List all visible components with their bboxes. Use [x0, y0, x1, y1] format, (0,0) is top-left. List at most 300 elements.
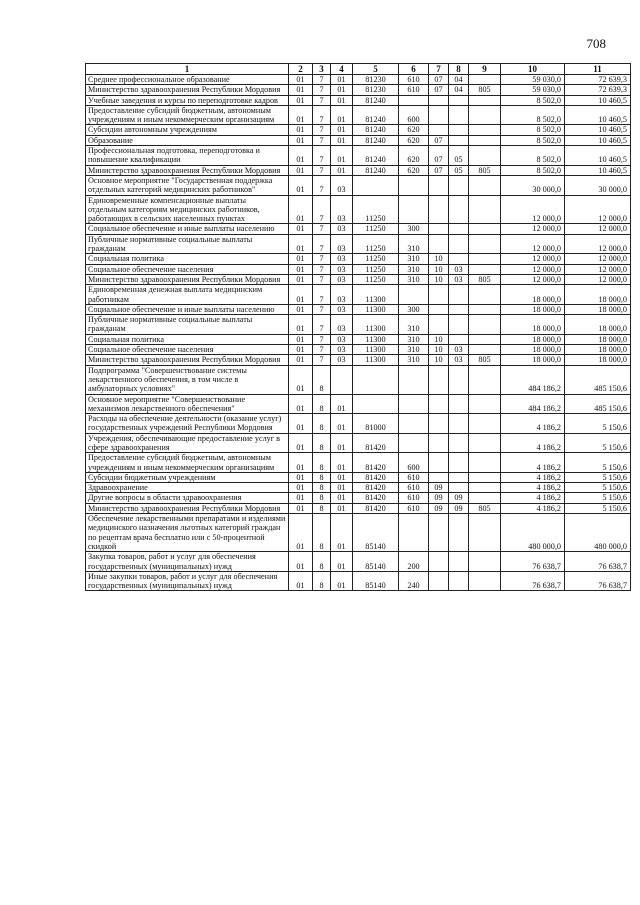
code-cell: 7: [313, 224, 331, 234]
code-cell: 805: [469, 165, 501, 175]
code-cell: [449, 304, 469, 314]
code-cell: 310: [399, 334, 429, 344]
code-cell: 07: [429, 75, 449, 85]
column-header: 11: [565, 64, 631, 75]
code-cell: 8: [313, 472, 331, 482]
code-cell: 03: [331, 195, 353, 224]
code-cell: 310: [399, 345, 429, 355]
code-cell: 610: [399, 75, 429, 85]
code-cell: [331, 365, 353, 394]
code-cell: 09: [449, 503, 469, 513]
code-cell: 01: [289, 285, 313, 305]
code-cell: 240: [399, 571, 429, 591]
amount-col-10: 480 000,0: [501, 514, 565, 552]
code-cell: 03: [331, 175, 353, 195]
table-row: [86, 135, 631, 145]
code-cell: 81420: [353, 433, 399, 453]
code-cell: 01: [331, 394, 353, 414]
code-cell: 09: [429, 483, 449, 493]
code-cell: [449, 224, 469, 234]
code-cell: 09: [449, 493, 469, 503]
row-label: Образование: [86, 135, 289, 145]
code-cell: 04: [449, 85, 469, 95]
table-row: [86, 264, 631, 274]
code-cell: 03: [331, 355, 353, 365]
column-header: 2: [289, 64, 313, 75]
table-row: [86, 105, 631, 125]
code-cell: [449, 125, 469, 135]
code-cell: 7: [313, 274, 331, 284]
code-cell: 01: [331, 146, 353, 166]
code-cell: [469, 264, 501, 274]
code-cell: 11250: [353, 274, 399, 284]
code-cell: 11300: [353, 285, 399, 305]
code-cell: 01: [289, 125, 313, 135]
code-cell: [469, 75, 501, 85]
row-label: Субсидии бюджетным учреждениям: [86, 472, 289, 482]
amount-col-11: 10 460,5: [565, 146, 631, 166]
code-cell: [353, 394, 399, 414]
code-cell: 81420: [353, 493, 399, 503]
code-cell: 7: [313, 95, 331, 105]
row-label: Социальное обеспечение и иные выплаты населению: [86, 224, 289, 234]
code-cell: [449, 414, 469, 434]
code-cell: [399, 195, 429, 224]
code-cell: 620: [399, 135, 429, 145]
code-cell: [469, 433, 501, 453]
code-cell: 01: [289, 75, 313, 85]
code-cell: [469, 365, 501, 394]
code-cell: [429, 394, 449, 414]
code-cell: [429, 125, 449, 135]
amount-col-10: 8 502,0: [501, 135, 565, 145]
table-row: [86, 304, 631, 314]
code-cell: 05: [449, 165, 469, 175]
table-row: [86, 514, 631, 552]
code-cell: [399, 394, 429, 414]
amount-col-11: 10 460,5: [565, 95, 631, 105]
code-cell: 7: [313, 165, 331, 175]
code-cell: 01: [289, 165, 313, 175]
code-cell: 01: [289, 345, 313, 355]
code-cell: 03: [331, 274, 353, 284]
code-cell: [429, 195, 449, 224]
code-cell: [469, 175, 501, 195]
code-cell: [469, 195, 501, 224]
amount-col-10: 12 000,0: [501, 234, 565, 254]
row-label: Министерство здравоохранения Республики Мордовия: [86, 85, 289, 95]
table-row: [86, 552, 631, 572]
row-label: Другие вопросы в области здравоохранения: [86, 493, 289, 503]
code-cell: 8: [313, 571, 331, 591]
code-cell: 01: [289, 146, 313, 166]
code-cell: [449, 135, 469, 145]
code-cell: 01: [289, 195, 313, 224]
code-cell: 81000: [353, 414, 399, 434]
code-cell: [449, 394, 469, 414]
amount-col-10: 18 000,0: [501, 334, 565, 344]
code-cell: 01: [289, 503, 313, 513]
code-cell: [429, 224, 449, 234]
code-cell: 8: [313, 365, 331, 394]
code-cell: [429, 414, 449, 434]
code-cell: 01: [289, 85, 313, 95]
code-cell: [429, 234, 449, 254]
column-header: 9: [469, 64, 501, 75]
table-row: [86, 433, 631, 453]
row-label: Министерство здравоохранения Республики Мордовия: [86, 503, 289, 513]
code-cell: 7: [313, 355, 331, 365]
code-cell: 07: [429, 165, 449, 175]
code-cell: 03: [331, 254, 353, 264]
code-cell: 81230: [353, 75, 399, 85]
amount-col-11: 10 460,5: [565, 165, 631, 175]
code-cell: 81420: [353, 472, 399, 482]
code-cell: 11300: [353, 334, 399, 344]
code-cell: [449, 105, 469, 125]
table-row: [86, 355, 631, 365]
table-row: [86, 472, 631, 482]
amount-col-10: 12 000,0: [501, 224, 565, 234]
code-cell: 300: [399, 304, 429, 314]
code-cell: 7: [313, 85, 331, 95]
code-cell: 01: [289, 433, 313, 453]
code-cell: [469, 224, 501, 234]
amount-col-11: 5 150,6: [565, 483, 631, 493]
code-cell: 01: [289, 304, 313, 314]
code-cell: [449, 365, 469, 394]
amount-col-11: 76 638,7: [565, 552, 631, 572]
code-cell: 09: [429, 493, 449, 503]
code-cell: 07: [429, 85, 449, 95]
code-cell: [449, 433, 469, 453]
row-label: Социальное обеспечение и иные выплаты населению: [86, 304, 289, 314]
table-row: [86, 165, 631, 175]
code-cell: 85140: [353, 571, 399, 591]
code-cell: [429, 365, 449, 394]
code-cell: 01: [289, 95, 313, 105]
code-cell: [449, 483, 469, 493]
code-cell: 610: [399, 472, 429, 482]
code-cell: 01: [331, 571, 353, 591]
code-cell: 09: [429, 503, 449, 513]
code-cell: 8: [313, 514, 331, 552]
code-cell: 805: [469, 355, 501, 365]
amount-col-11: 485 150,6: [565, 394, 631, 414]
code-cell: [429, 105, 449, 125]
amount-col-11: 12 000,0: [565, 254, 631, 264]
table-row: [86, 224, 631, 234]
code-cell: [469, 135, 501, 145]
code-cell: [399, 95, 429, 105]
code-cell: 01: [289, 365, 313, 394]
row-label: Профессиональная подготовка, переподготовка и повышение квалификации: [86, 146, 289, 166]
code-cell: [469, 95, 501, 105]
row-label: Министерство здравоохранения Республики Мордовия: [86, 165, 289, 175]
code-cell: 05: [449, 146, 469, 166]
code-cell: 310: [399, 254, 429, 264]
amount-col-11: 10 460,5: [565, 125, 631, 135]
code-cell: 7: [313, 195, 331, 224]
row-label: Социальное обеспечение населения: [86, 264, 289, 274]
code-cell: 01: [289, 493, 313, 503]
code-cell: 81420: [353, 503, 399, 513]
code-cell: 01: [331, 503, 353, 513]
amount-col-10: 12 000,0: [501, 195, 565, 224]
code-cell: [449, 315, 469, 335]
row-label: Единовременные компенсационные выплаты отдельным категориям медицинских работников, работающих в сельских населенных пунктах: [86, 195, 289, 224]
column-header: 5: [353, 64, 399, 75]
code-cell: 805: [469, 503, 501, 513]
amount-col-10: 18 000,0: [501, 345, 565, 355]
amount-col-11: 12 000,0: [565, 224, 631, 234]
code-cell: [469, 334, 501, 344]
code-cell: [449, 552, 469, 572]
column-header: 3: [313, 64, 331, 75]
code-cell: 8: [313, 552, 331, 572]
code-cell: 01: [289, 105, 313, 125]
code-cell: 01: [331, 414, 353, 434]
table-row: [86, 146, 631, 166]
amount-col-10: 76 638,7: [501, 571, 565, 591]
amount-col-11: 18 000,0: [565, 355, 631, 365]
amount-col-11: 5 150,6: [565, 414, 631, 434]
code-cell: 8: [313, 503, 331, 513]
code-cell: 03: [449, 264, 469, 274]
code-cell: 7: [313, 345, 331, 355]
code-cell: [469, 345, 501, 355]
code-cell: 81240: [353, 95, 399, 105]
code-cell: 01: [331, 75, 353, 85]
code-cell: [429, 304, 449, 314]
code-cell: 7: [313, 135, 331, 145]
code-cell: [429, 95, 449, 105]
column-header: 7: [429, 64, 449, 75]
amount-col-11: 5 150,6: [565, 433, 631, 453]
code-cell: 07: [429, 135, 449, 145]
code-cell: 10: [429, 274, 449, 284]
amount-col-11: 72 639,3: [565, 85, 631, 95]
amount-col-10: 76 638,7: [501, 552, 565, 572]
code-cell: 805: [469, 85, 501, 95]
table-row: [86, 285, 631, 305]
row-label: Учебные заведения и курсы по переподготовке кадров: [86, 95, 289, 105]
row-label: Предоставление субсидий бюджетным, автономным учреждениям и иным некоммерческим организациям: [86, 105, 289, 125]
row-label: Подпрограмма "Совершенствование системы лекарственного обеспечения, в том числе в амбулаторных условиях": [86, 365, 289, 394]
code-cell: 200: [399, 552, 429, 572]
code-cell: 310: [399, 315, 429, 335]
code-cell: [469, 146, 501, 166]
code-cell: [449, 453, 469, 473]
code-cell: 01: [289, 234, 313, 254]
code-cell: [399, 433, 429, 453]
code-cell: 8: [313, 453, 331, 473]
code-cell: 01: [331, 493, 353, 503]
table-row: [86, 234, 631, 254]
code-cell: 01: [331, 552, 353, 572]
code-cell: 01: [289, 135, 313, 145]
code-cell: 81240: [353, 105, 399, 125]
code-cell: 7: [313, 75, 331, 85]
amount-col-11: 12 000,0: [565, 274, 631, 284]
code-cell: [449, 254, 469, 264]
code-cell: 7: [313, 105, 331, 125]
code-cell: [429, 472, 449, 482]
code-cell: 620: [399, 146, 429, 166]
amount-col-10: 8 502,0: [501, 146, 565, 166]
code-cell: [469, 304, 501, 314]
code-cell: [469, 514, 501, 552]
code-cell: [449, 334, 469, 344]
amount-col-10: 12 000,0: [501, 264, 565, 274]
code-cell: 81240: [353, 146, 399, 166]
amount-col-10: 12 000,0: [501, 254, 565, 264]
amount-col-11: 18 000,0: [565, 315, 631, 335]
amount-col-11: 5 150,6: [565, 503, 631, 513]
code-cell: [469, 125, 501, 135]
code-cell: 610: [399, 493, 429, 503]
code-cell: [449, 285, 469, 305]
row-label: Обеспечение лекарственными препаратами и изделиями медицинского назначения льготных категорий граждан по рецептам врача бесплатно или с 50-процентной скидкой: [86, 514, 289, 552]
amount-col-10: 484 186,2: [501, 365, 565, 394]
code-cell: 01: [331, 95, 353, 105]
code-cell: [469, 285, 501, 305]
code-cell: 600: [399, 453, 429, 473]
code-cell: 01: [331, 453, 353, 473]
code-cell: 8: [313, 483, 331, 493]
code-cell: [469, 453, 501, 473]
code-cell: 01: [289, 472, 313, 482]
code-cell: 01: [289, 224, 313, 234]
code-cell: 01: [331, 483, 353, 493]
row-label: Публичные нормативные социальные выплаты гражданам: [86, 234, 289, 254]
code-cell: 85140: [353, 514, 399, 552]
code-cell: 610: [399, 503, 429, 513]
amount-col-10: 18 000,0: [501, 355, 565, 365]
code-cell: [449, 472, 469, 482]
table-row: [86, 175, 631, 195]
table-row: [86, 414, 631, 434]
code-cell: 01: [289, 334, 313, 344]
code-cell: 8: [313, 433, 331, 453]
amount-col-11: 10 460,5: [565, 135, 631, 145]
code-cell: 610: [399, 85, 429, 95]
amount-col-10: 30 000,0: [501, 175, 565, 195]
row-label: Предоставление субсидий бюджетным, автономным учреждениям и иным некоммерческим организациям: [86, 453, 289, 473]
column-header: 10: [501, 64, 565, 75]
table-row: [86, 125, 631, 135]
code-cell: [429, 175, 449, 195]
code-cell: 11250: [353, 254, 399, 264]
code-cell: 01: [289, 514, 313, 552]
table-row: [86, 195, 631, 224]
row-label: Здравоохранение: [86, 483, 289, 493]
code-cell: [469, 493, 501, 503]
amount-col-10: 484 186,2: [501, 394, 565, 414]
code-cell: 01: [331, 514, 353, 552]
amount-col-10: 4 186,2: [501, 433, 565, 453]
amount-col-10: 4 186,2: [501, 472, 565, 482]
amount-col-10: 59 030,0: [501, 85, 565, 95]
amount-col-10: 4 186,2: [501, 414, 565, 434]
amount-col-10: 4 186,2: [501, 493, 565, 503]
code-cell: [429, 433, 449, 453]
code-cell: 85140: [353, 552, 399, 572]
code-cell: 620: [399, 165, 429, 175]
amount-col-11: 480 000,0: [565, 514, 631, 552]
table-row: [86, 394, 631, 414]
code-cell: 10: [429, 345, 449, 355]
code-cell: 04: [449, 75, 469, 85]
amount-col-11: 485 150,6: [565, 365, 631, 394]
code-cell: 620: [399, 125, 429, 135]
code-cell: 01: [331, 472, 353, 482]
amount-col-11: 5 150,6: [565, 493, 631, 503]
code-cell: 01: [289, 264, 313, 274]
code-cell: 01: [331, 135, 353, 145]
amount-col-10: 4 186,2: [501, 483, 565, 493]
code-cell: [469, 571, 501, 591]
amount-col-11: 30 000,0: [565, 175, 631, 195]
page-number: 708: [586, 36, 606, 51]
column-header: 4: [331, 64, 353, 75]
amount-col-11: 76 638,7: [565, 571, 631, 591]
code-cell: 310: [399, 274, 429, 284]
code-cell: 8: [313, 493, 331, 503]
code-cell: 600: [399, 105, 429, 125]
code-cell: 03: [449, 355, 469, 365]
code-cell: 01: [289, 175, 313, 195]
code-cell: [469, 315, 501, 335]
code-cell: [399, 175, 429, 195]
amount-col-10: 8 502,0: [501, 125, 565, 135]
code-cell: 07: [429, 146, 449, 166]
code-cell: 11250: [353, 234, 399, 254]
code-cell: 81240: [353, 135, 399, 145]
table-row: [86, 503, 631, 513]
code-cell: 01: [331, 105, 353, 125]
code-cell: 01: [289, 315, 313, 335]
table-row: [86, 85, 631, 95]
code-cell: [353, 365, 399, 394]
code-cell: [469, 483, 501, 493]
code-cell: 03: [331, 315, 353, 335]
row-label: Закупка товаров, работ и услуг для обеспечения государственных (муниципальных) нужд: [86, 552, 289, 572]
code-cell: [399, 285, 429, 305]
code-cell: [429, 514, 449, 552]
table-row: [86, 315, 631, 335]
code-cell: [449, 175, 469, 195]
amount-col-10: 8 502,0: [501, 165, 565, 175]
amount-col-11: 18 000,0: [565, 304, 631, 314]
row-label: Основное мероприятие "Совершенствование механизмов лекарственного обеспечения": [86, 394, 289, 414]
code-cell: 610: [399, 483, 429, 493]
code-cell: 7: [313, 146, 331, 166]
code-cell: [429, 453, 449, 473]
code-cell: 01: [289, 552, 313, 572]
column-header: 1: [86, 64, 289, 75]
code-cell: 7: [313, 175, 331, 195]
code-cell: 11250: [353, 195, 399, 224]
code-cell: 03: [449, 274, 469, 284]
code-cell: [449, 571, 469, 591]
code-cell: 7: [313, 334, 331, 344]
table-row: [86, 274, 631, 284]
code-cell: 01: [331, 85, 353, 95]
code-cell: [469, 394, 501, 414]
code-cell: 81240: [353, 165, 399, 175]
code-cell: [429, 571, 449, 591]
